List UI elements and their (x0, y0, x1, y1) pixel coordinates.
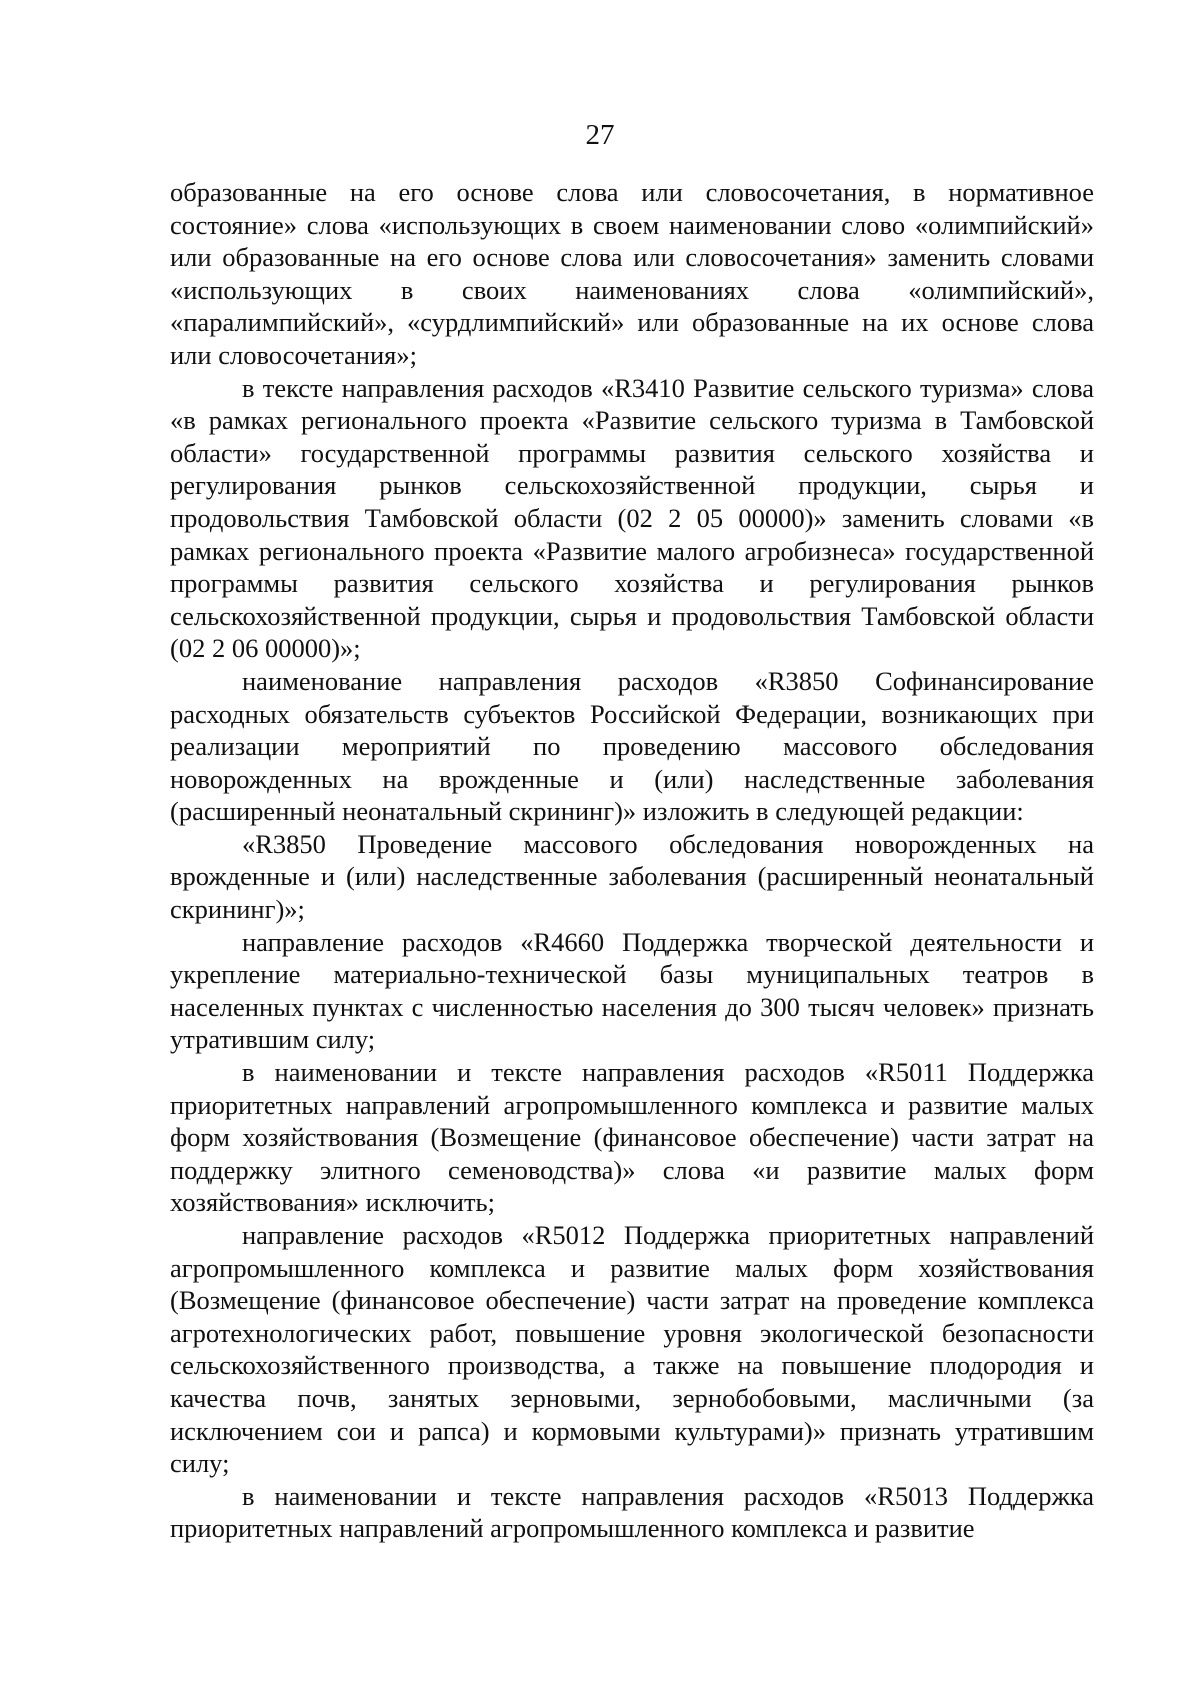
page-number: 27 (585, 119, 615, 151)
paragraph: образованные на его основе слова или словосочетания, в нормативное состояние» слова «использующих в своем наименовании слово «олимпийский» или образованные на его основе слова или словосочетания» заменить словами «использующих в своих наименованиях слова «олимпийский», «паралимпийский», «сурдлимпийский» или образованные на их основе слова или словосочетания»; (170, 177, 1094, 370)
document-body (170, 176, 1094, 1545)
paragraph: в наименовании и тексте направления расходов «R5013 Поддержка приоритетных направлений агропромышленного комплекса и развитие (170, 1480, 1094, 1544)
paragraph: направление расходов «R4660 Поддержка творческой деятельности и укрепление материально-технической базы муниципальных театров в населенных пунктах с численностью населения до 300 тысяч человек» признать утратившим силу; (170, 926, 1094, 1055)
paragraph: направление расходов «R5012 Поддержка приоритетных направлений агропромышленного комплекса и развитие малых форм хозяйствования (Возмещение (финансовое обеспечение) части затрат на проведение комплекса агротехнологических работ, повышение уровня экологической безопасности сельскохозяйственного производства, а также на повышение плодородия и качества почв, занятых зерновыми, зернобобовыми, масличными (за исключением сои и рапса) и кормовыми культурами)» признать утратившим силу; (170, 1220, 1094, 1479)
paragraph: в тексте направления расходов «R3410 Развитие сельского туризма» слова «в рамках регионального проекта «Развитие сельского туризма в Тамбовской области» государственной программы развития сельского хозяйства и регулирования рынков сельскохозяйственной продукции, сырья и продовольствия Тамбовской области (02 2 05 00000)» заменить словами «в рамках регионального проекта «Развитие малого агробизнеса» государственной программы развития сельского хозяйства и регулирования рынков сельскохозяйственной продукции, сырья и продовольствия Тамбовской области (02 2 06 00000)»; (170, 372, 1094, 664)
paragraph: в наименовании и тексте направления расходов «R5011 Поддержка приоритетных направлений агропромышленного комплекса и развитие малых форм хозяйствования (Возмещение (финансовое обеспечение) части затрат на поддержку элитного семеноводства)» слова «и развитие малых форм хозяйствования» исключить; (170, 1057, 1094, 1218)
paragraph: наименование направления расходов «R3850 Софинансирование расходных обязательств субъектов Российской Федерации, возникающих при реализации мероприятий по проведению массового обследования новорожденных на врожденные и (или) наследственные заболевания (расширенный неонатальный скрининг)» изложить в следующей редакции: (170, 665, 1094, 827)
paragraph: «R3850 Проведение массового обследования новорожденных на врожденные и (или) наследственные заболевания (расширенный неонатальный скрининг)»; (170, 828, 1094, 925)
